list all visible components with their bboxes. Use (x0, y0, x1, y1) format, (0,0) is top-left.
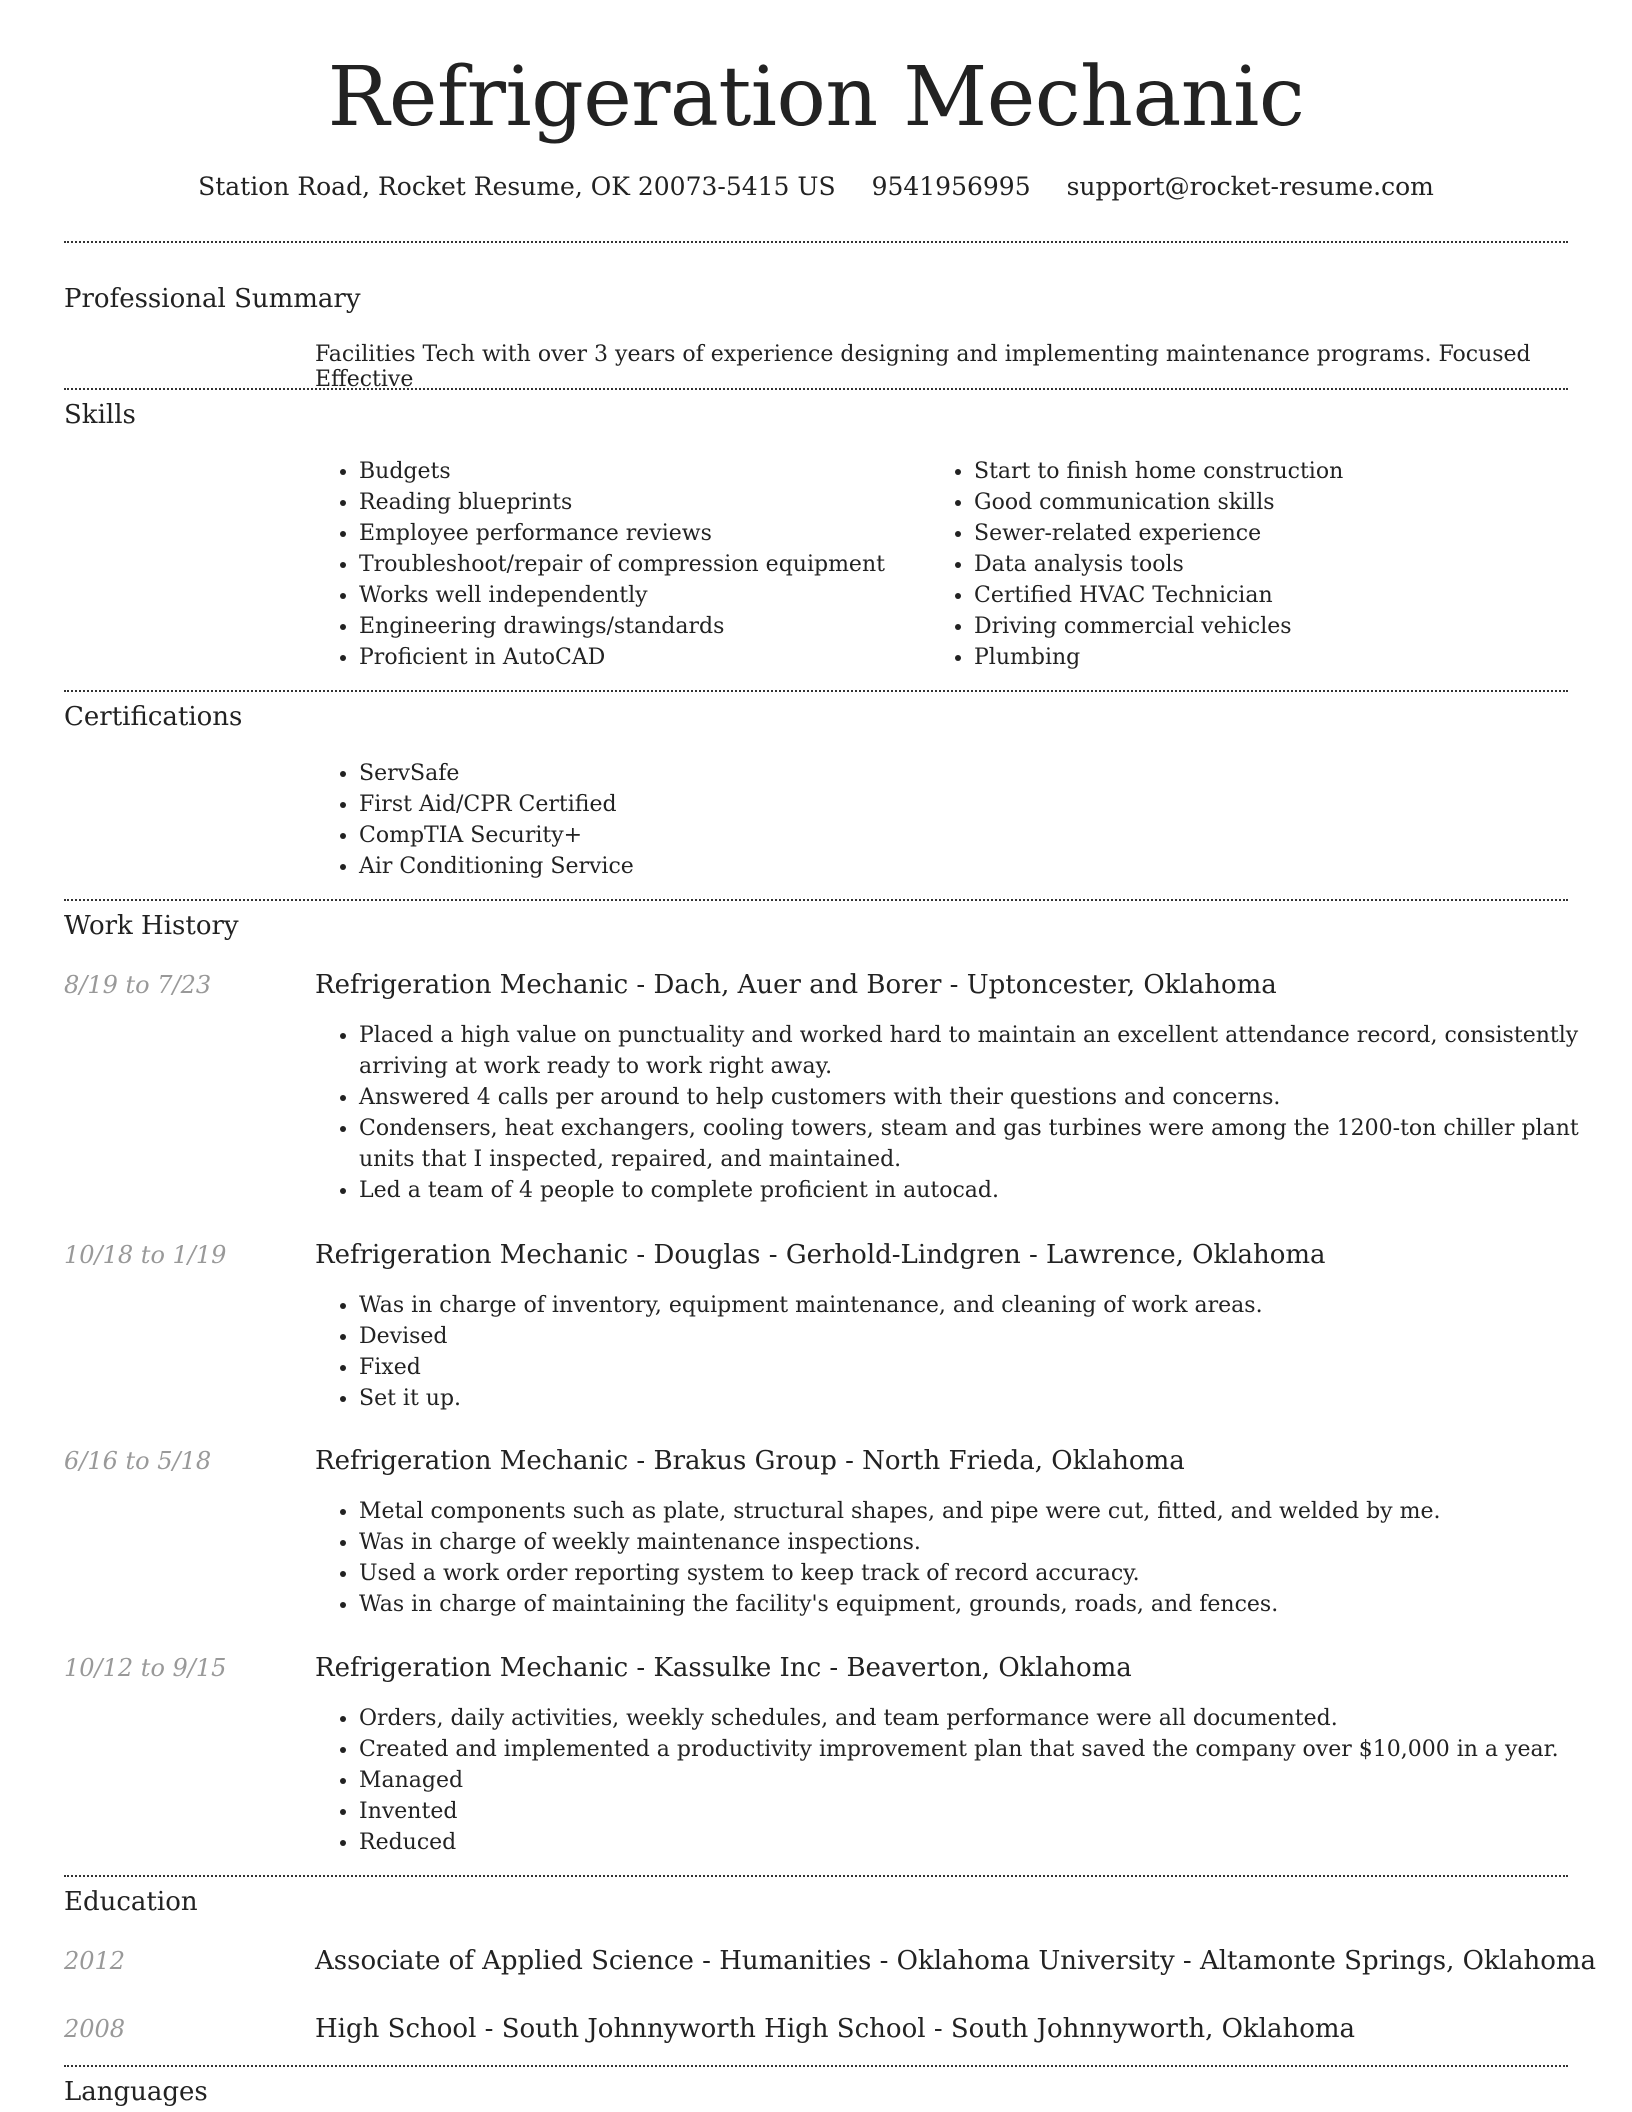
list-item: • Air Conditioning Service (359, 851, 1359, 882)
list-item: • Devised (359, 1321, 1609, 1352)
list-item: • Invented (359, 1796, 1609, 1827)
job-role: Refrigeration Mechanic (315, 1446, 629, 1476)
list-item: • Certified HVAC Technician (974, 580, 1574, 611)
job-title (315, 1653, 1132, 1683)
job-date: 10/12 to 9/15 (64, 1654, 227, 1682)
divider (64, 2065, 1568, 2067)
list-item: • Was in charge of maintaining the facility's equipment, grounds, roads, and fences. (359, 1589, 1609, 1620)
divider (64, 690, 1568, 692)
job-role: Refrigeration Mechanic (315, 1240, 629, 1270)
list-item: • Led a team of 4 people to complete proficient in autocad. (359, 1175, 1609, 1206)
contact-line (0, 172, 1632, 201)
list-item: • Orders, daily activities, weekly schedules, and team performance were all documented. (359, 1703, 1609, 1734)
divider (64, 1875, 1568, 1877)
education-entry (315, 1946, 1596, 1976)
section-title-education: Education (64, 1887, 198, 1917)
job-title (315, 1446, 1185, 1476)
job-role: Refrigeration Mechanic (315, 970, 629, 1000)
list-item: • Reduced (359, 1827, 1609, 1858)
list-item: • Plumbing (974, 642, 1574, 673)
list-item: • First Aid/CPR Certified (359, 789, 1359, 820)
list-item: • Placed a high value on punctuality and worked hard to maintain an excellent attendance record, consistently arriving at work ready to work right away. (359, 1020, 1609, 1082)
job-role: Refrigeration Mechanic (315, 1653, 629, 1683)
job-bullets (315, 1020, 1609, 1206)
list-item: • Proficient in AutoCAD (359, 642, 919, 673)
job-date: 8/19 to 7/23 (64, 971, 212, 999)
education-school: - South Johnnyworth High School - South Johnnyworth, Oklahoma (476, 2014, 1356, 2044)
contact-email: support@rocket-resume.com (1066, 172, 1434, 201)
divider (64, 899, 1568, 901)
list-item: • Data analysis tools (974, 549, 1574, 580)
list-item: • Troubleshoot/repair of compression equipment (359, 549, 919, 580)
list-item: • Set it up. (359, 1383, 1609, 1414)
list-item: • Was in charge of weekly maintenance inspections. (359, 1527, 1609, 1558)
section-title-summary: Professional Summary (64, 284, 361, 314)
education-degree: Associate of Applied Science - Humanities (315, 1946, 872, 1976)
list-item: • Budgets (359, 456, 919, 487)
list-item: • Answered 4 calls per around to help customers with their questions and concerns. (359, 1082, 1609, 1113)
job-date: 10/18 to 1/19 (64, 1241, 227, 1269)
divider (64, 241, 1568, 243)
job-employer: - Brakus Group - North Frieda, Oklahoma (628, 1446, 1185, 1476)
section-title-skills: Skills (64, 400, 136, 430)
list-item: • Reading blueprints (359, 487, 919, 518)
section-title-languages: Languages (64, 2077, 208, 2107)
list-item: • Employee performance reviews (359, 518, 919, 549)
list-item: • Condensers, heat exchangers, cooling towers, steam and gas turbines were among the 1200-ton chiller plant units that I inspected, repaired, and maintained. (359, 1113, 1609, 1175)
education-school: - Oklahoma University - Altamonte Springs, Oklahoma (871, 1946, 1597, 1976)
skills-list-right (930, 456, 1574, 673)
job-bullets (315, 1290, 1609, 1414)
section-title-certifications: Certifications (64, 702, 243, 732)
skills-list-left (315, 456, 919, 673)
education-date: 2012 (64, 1947, 126, 1975)
job-employer: - Douglas - Gerhold-Lindgren - Lawrence, Oklahoma (628, 1240, 1326, 1270)
list-item: • Fixed (359, 1352, 1609, 1383)
list-item: • Used a work order reporting system to keep track of record accuracy. (359, 1558, 1609, 1589)
list-item: • Sewer-related experience (974, 518, 1574, 549)
contact-phone: 9541956995 (871, 172, 1031, 201)
education-entry (315, 2014, 1355, 2044)
list-item: • Good communication skills (974, 487, 1574, 518)
summary-text: Facilities Tech with over 3 years of experience designing and implementing maintenance programs. Focused Effective (315, 342, 1531, 392)
list-item: • Metal components such as plate, structural shapes, and pipe were cut, fitted, and welded by me. (359, 1496, 1609, 1527)
job-bullets (315, 1496, 1609, 1620)
job-employer: - Dach, Auer and Borer - Uptoncester, Oklahoma (628, 970, 1277, 1000)
divider (64, 388, 1568, 390)
list-item: • ServSafe (359, 758, 1359, 789)
job-date: 6/16 to 5/18 (64, 1447, 212, 1475)
list-item: • CompTIA Security+ (359, 820, 1359, 851)
contact-address: Station Road, Rocket Resume, OK 20073-5415 US (198, 172, 836, 201)
section-title-work-history: Work History (64, 911, 239, 941)
certifications-list (315, 758, 1359, 882)
list-item: • Works well independently (359, 580, 919, 611)
education-date: 2008 (64, 2015, 126, 2043)
list-item: • Managed (359, 1765, 1609, 1796)
list-item: • Was in charge of inventory, equipment maintenance, and cleaning of work areas. (359, 1290, 1609, 1321)
list-item: • Start to finish home construction (974, 456, 1574, 487)
list-item: • Engineering drawings/standards (359, 611, 919, 642)
job-title (315, 1240, 1326, 1270)
list-item: • Created and implemented a productivity improvement plan that saved the company over $10,000 in a year. (359, 1734, 1609, 1765)
job-employer: - Kassulke Inc - Beaverton, Oklahoma (628, 1653, 1132, 1683)
job-bullets (315, 1703, 1609, 1858)
list-item: • Driving commercial vehicles (974, 611, 1574, 642)
education-degree: High School (315, 2014, 477, 2044)
candidate-name: Refrigeration Mechanic (327, 50, 1305, 145)
job-title (315, 970, 1277, 1000)
